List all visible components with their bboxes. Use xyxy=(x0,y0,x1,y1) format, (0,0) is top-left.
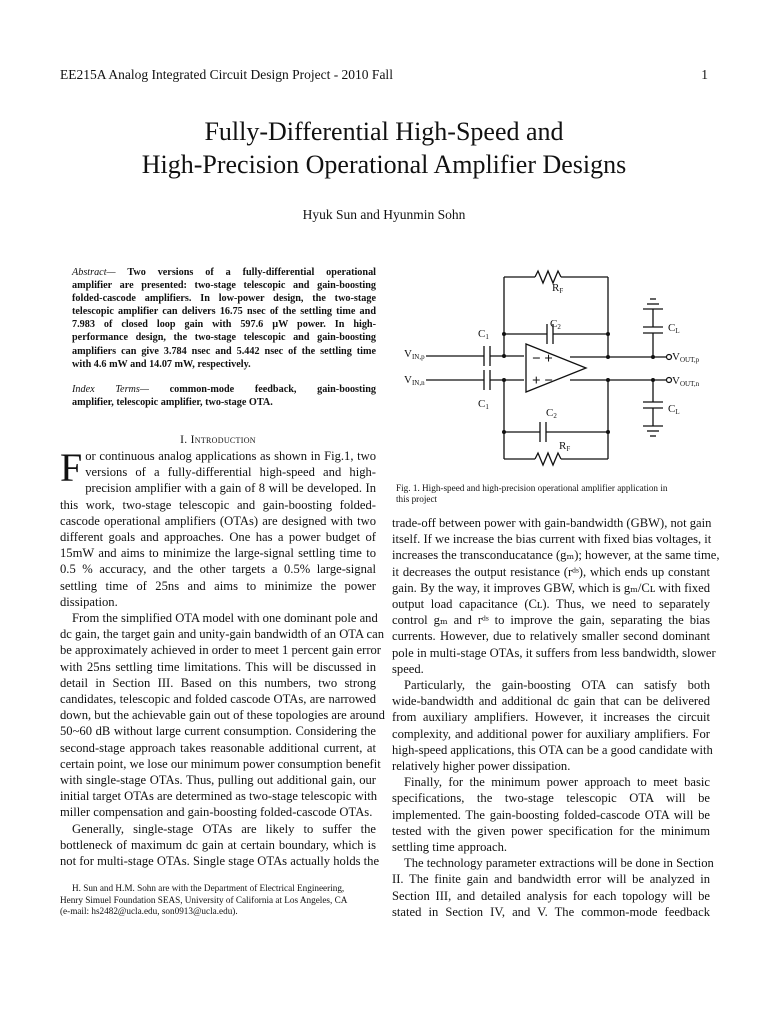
body-line: cascode operational amplifiers (OTAs) are designed with two xyxy=(60,513,376,528)
body-line: initial target OTAs are determined as two-stage telescopic with xyxy=(60,789,377,804)
body-line: output load capacitance (Cʟ). Thus, we need to separately xyxy=(392,597,710,612)
title-line-1: Fully-Differential High-Speed and xyxy=(204,117,564,146)
body-line: down, but the achievable gain out of these topologies are around xyxy=(60,708,385,723)
body-line: 15mW and aims to minimize the large-signal settling time to xyxy=(60,546,376,561)
opamp-sign-bottom: + − xyxy=(532,373,553,389)
footnote-line: (e-mail: hs2482@ucla.edu, son0913@ucla.edu). xyxy=(60,906,238,916)
body-line: from auxiliary amplifiers. However, it increases the circuit xyxy=(392,710,710,725)
index-terms xyxy=(60,383,376,409)
figure-1 xyxy=(392,262,712,479)
authors: Hyuk Sun and Hyunmin Sohn xyxy=(302,207,466,222)
section-title: Introduction xyxy=(190,434,256,446)
body-line: with single-stage OTAs. Thus, pulling out additional gain, our xyxy=(60,773,376,788)
abstract-line: Abstract— Two versions of a fully-differential operational xyxy=(72,267,376,278)
abstract-line: telescopic amplifier can delivers 16.75 nsec of the settling time and xyxy=(72,306,376,318)
page-number: 1 xyxy=(701,67,708,82)
body-line: with 25ns settling time limitations. This will be discussed in xyxy=(60,659,376,674)
label-c1-top: C1 xyxy=(478,328,489,341)
body-line: increases the transconducatance (gₘ); however, at the same time, xyxy=(392,548,720,563)
body-line: specifications, the two-stage telescopic OTA will be xyxy=(392,791,710,806)
abstract-line: 7.983 of closed loop gain with 597.6 µW power. In high- xyxy=(72,319,376,331)
footnote-line: Henry Simuel Foundation SEAS, University of California at Los Angeles, CA xyxy=(60,894,348,905)
opamp-sign-top: − + xyxy=(532,351,553,367)
body-line: trade-off between power with gain-bandwidth (GBW), not gain xyxy=(392,516,712,530)
footnote xyxy=(60,883,376,918)
body-line: or continuous analog applications as shown in Fig.1, two xyxy=(85,449,376,463)
running-header xyxy=(60,67,708,83)
body-line: detail in Section III. Based on this numbers, two strong xyxy=(60,675,376,690)
label-rf-top: RF xyxy=(552,282,564,295)
abstract-block xyxy=(60,266,376,417)
body-line: dissipation. xyxy=(60,594,118,609)
body-line: different goals and approaches. One has a power budget of xyxy=(60,530,376,545)
caption-line: this project xyxy=(396,494,438,504)
label-cl-top: CL xyxy=(668,322,680,335)
body-line: 0.5 % accuracy, and the other targets a 0.5% large-signal xyxy=(60,562,376,577)
abstract-line: amplifiers can give 3.784 nsec and 5.442 nsec of the settling time xyxy=(72,345,376,357)
body-line: Section III, and detailed analysis for each topology will be xyxy=(392,888,710,903)
body-line: stated in Section IV, and V. The common-mode feedback xyxy=(392,904,710,919)
body-line: be approximately achieved in order to meet 1 percent gain error xyxy=(60,643,381,658)
body-line: versions of a fully-differential high-speed and high- xyxy=(85,465,376,480)
opamp-circuit-diagram xyxy=(392,262,712,474)
index-terms-label: Index Terms— xyxy=(72,383,149,395)
label-c2-bottom: C2 xyxy=(546,407,557,420)
label-vout-p: VOUT,p xyxy=(672,351,700,364)
title-line-2: High-Precision Operational Amplifier Designs xyxy=(141,150,627,179)
body-line: dc gain, the target gain and unity-gain bandwidth of an OTA can xyxy=(60,627,385,642)
abstract-line: amplifier are presented: two-stage telescopic and gain-boosting xyxy=(72,280,376,292)
body-line: second-stage approach takes reasonable additional current, at xyxy=(60,740,376,755)
body-line: speed. xyxy=(392,661,424,676)
body-line: certain point, we lose our minimum power consumption benefit xyxy=(60,756,381,771)
body-line: settling time of 25ns and aims to minimize the power xyxy=(60,578,376,593)
body-line: relatively higher power dissipation. xyxy=(392,759,571,774)
body-line: II. The finite gain and bandwidth error will be analyzed in xyxy=(392,872,710,887)
body-column-right xyxy=(392,515,720,920)
body-line: implemented. The gain-boosting folded-cascode OTA will be xyxy=(392,807,710,822)
body-line: it decreases the output resistance (rᵈˢ), which ends up constant xyxy=(392,564,710,579)
label-c1-bottom: C1 xyxy=(478,398,489,411)
section-heading-introduction xyxy=(60,434,376,446)
body-line: pole in multi-stage OTAs, it suffers from less bandwidth, slower xyxy=(392,645,716,660)
body-line: gain. By the way, it improves GBW, which is gₘ/Cʟ with fixed xyxy=(392,580,710,595)
body-line: miller compensation and gain-boosting folded-cascode OTAs. xyxy=(60,805,373,820)
drop-cap: F xyxy=(60,445,83,490)
label-c2-top: C2 xyxy=(550,318,561,331)
abstract-line: performance design, the two-stage telescopic and gain-boosting xyxy=(72,332,376,344)
abstract-line: with 4.6 mW and 14.07 mW, respectively. xyxy=(72,358,251,370)
body-line: The technology parameter extractions will be done in Section xyxy=(404,856,714,871)
body-line: tested with the given power specification for the minimum xyxy=(392,823,710,838)
label-vout-n: VOUT,n xyxy=(672,375,700,388)
index-terms-line: Index Terms— common-mode feedback, gain-boosting xyxy=(72,383,376,395)
body-line: 50~60 dB without large current consumption. Considering the xyxy=(60,724,376,739)
footnote-line: H. Sun and H.M. Sohn are with the Department of Electrical Engineering, xyxy=(72,883,345,893)
label-rf-bottom: RF xyxy=(559,440,571,453)
body-line: wide-bandwidth and additional dc gain that can be delivered xyxy=(392,694,710,709)
body-column-left xyxy=(60,445,385,869)
section-number: I. xyxy=(180,434,188,446)
body-line: this work, two-stage telescopic and gain-boosting folded- xyxy=(60,497,376,512)
abstract-label: Abstract— xyxy=(72,267,116,278)
body-line: not for multi-stage OTAs. Single stage OTAs actually holds the xyxy=(60,854,380,869)
label-vin-p: VIN,p xyxy=(404,348,425,361)
body-line: settling time approach. xyxy=(392,840,508,855)
abstract-line: folded-cascode amplifiers. In low-power design, the two-stage xyxy=(72,293,376,305)
body-line: control gₘ and rᵈˢ to improve the gain, separating the bias xyxy=(392,613,710,628)
body-line: complexity, and additional power for auxiliary amplifiers. For xyxy=(392,726,710,741)
body-line: bottleneck of maximum dc gain at certain boundary, which is xyxy=(60,837,376,852)
body-line: Particularly, the gain-boosting OTA can satisfy both xyxy=(404,678,710,693)
paper-title xyxy=(0,115,768,181)
body-line: Generally, single-stage OTAs are likely to suffer the xyxy=(72,821,376,836)
figure-1-caption xyxy=(396,483,710,505)
index-terms-line: amplifier, telescopic amplifier, two-stage OTA. xyxy=(72,396,273,408)
body-line: high-speed applications, this OTA can be a good candidate with xyxy=(392,742,713,757)
body-line: precision amplifier with a gain of 8 will be developed. In xyxy=(85,481,376,496)
body-line: From the simplified OTA model with one dominant pole and xyxy=(72,611,378,626)
body-line: currents. However, due to relatively smaller second dominant xyxy=(392,629,710,644)
body-line: Finally, for the minimum power approach to meet basic xyxy=(404,775,710,790)
body-line: candidates, telescopic and folded cascode OTAs, are narrowed xyxy=(60,692,376,707)
label-vin-n: VIN,n xyxy=(404,374,425,387)
caption-line: Fig. 1. High-speed and high-precision operational amplifier application in xyxy=(396,483,668,493)
body-line: itself. If we increase the bias current with fixed bias voltages, it xyxy=(392,532,712,547)
abstract xyxy=(60,266,376,371)
label-cl-bottom: CL xyxy=(668,403,680,416)
running-title: EE215A Analog Integrated Circuit Design Project - 2010 Fall xyxy=(60,67,393,82)
